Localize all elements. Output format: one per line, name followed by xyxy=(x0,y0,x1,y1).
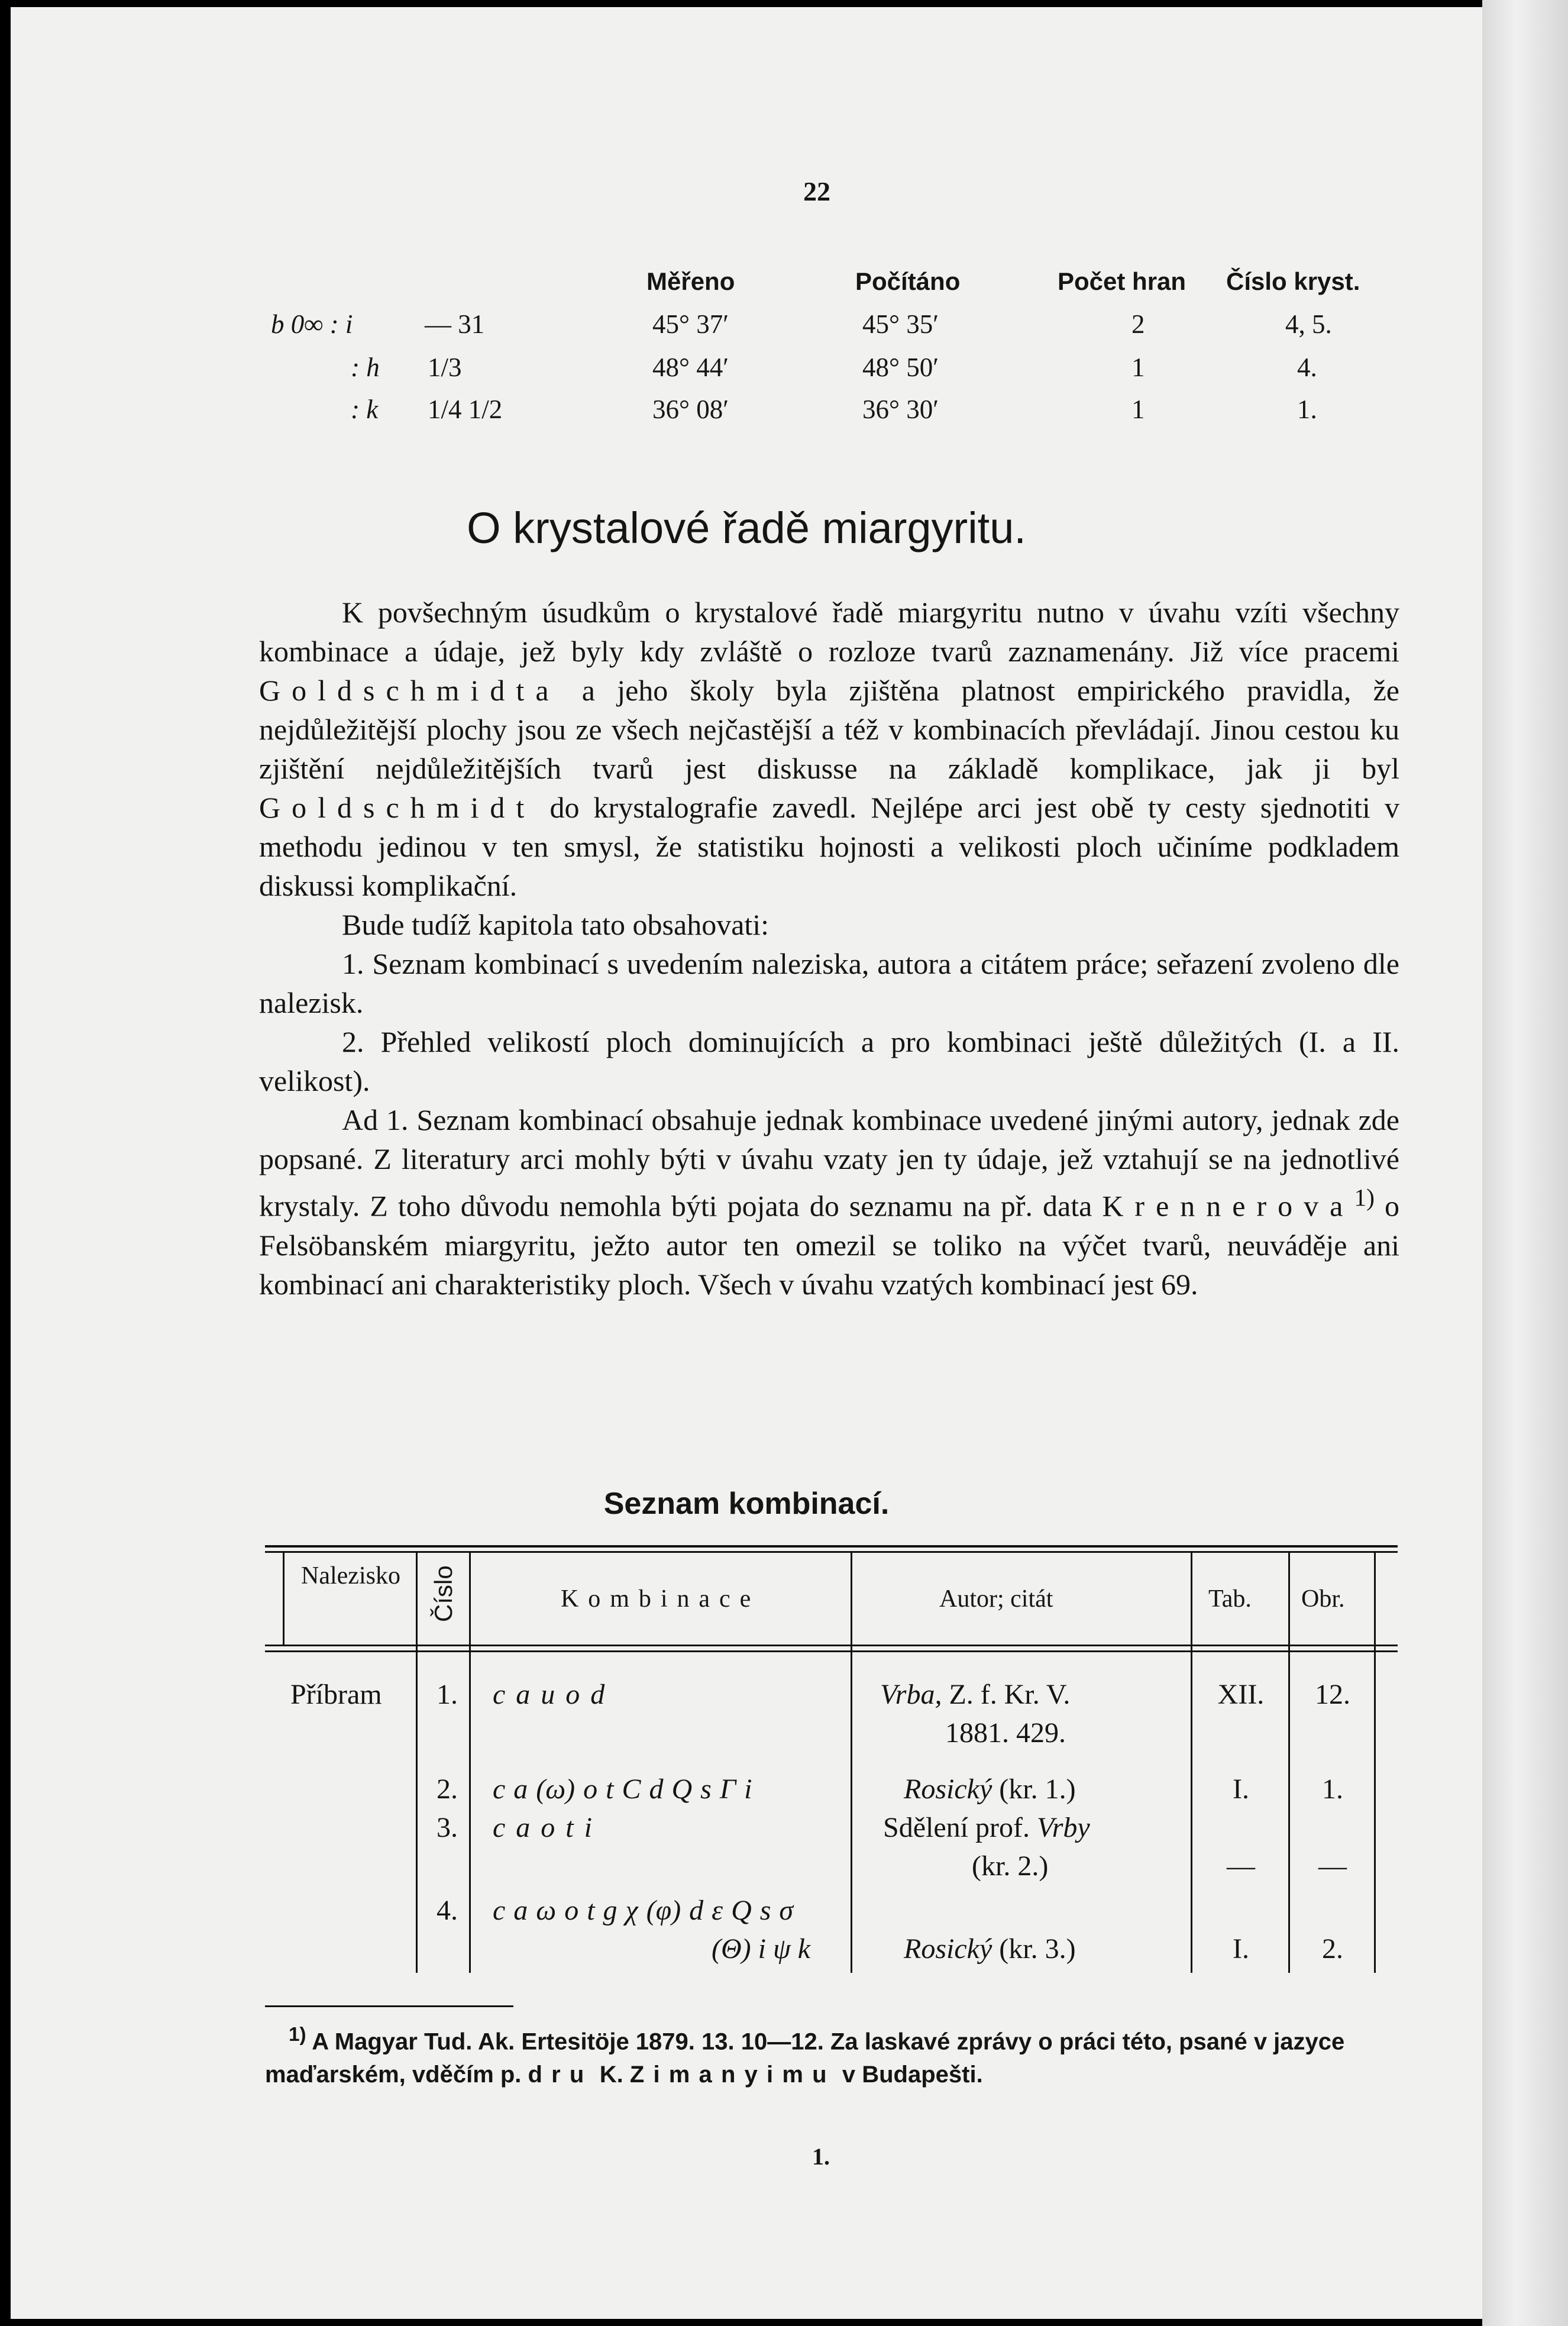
row4-combo-line2: (Θ) i ψ k xyxy=(712,1933,811,1965)
meas-index-3: 1/4 1/2 xyxy=(428,395,503,424)
meas-face-2: : h xyxy=(351,353,380,382)
meas-computed-3: 36° 30′ xyxy=(862,395,939,424)
table-vline-5 xyxy=(1288,1553,1290,1973)
name-zimanyimu: Zimanyimu xyxy=(629,2062,836,2088)
row3-author: Sdělení prof. Vrby xyxy=(883,1812,1090,1843)
th-combination: Kombinace xyxy=(561,1585,761,1613)
table-rule-head-1 xyxy=(265,1645,1398,1646)
row4-num: 4. xyxy=(437,1895,458,1926)
footnote-rule xyxy=(265,2005,513,2007)
row3-combo: c a o t i xyxy=(493,1812,592,1843)
paragraph-3: 1. Seznam kombinací s uvedením naleziska, autora a citátem práce; seřazení zvoleno dle nalezisk. xyxy=(259,947,1399,1019)
footnote-ref: 1) xyxy=(1354,1184,1375,1212)
meas-measured-1: 45° 37′ xyxy=(652,309,729,339)
paragraph-5: Ad 1. Seznam kombinací obsahuje jednak kombinace uvedené jinými autory, jednak zde popsané. Z literatury arci mohly býti v úvahu vzaty jen ty údaje, jež vztahují se na jednotlivé krystaly. Z toho důvodu nemohla býti pojata do seznamu na př. data Krennerova$^{1)}$ o Felsöbanském miargyritu, ježto autor ten omezil se toliko na výčet tvarů, neuváděje ani kombinací ani charakteristiky ploch. Všech v úvahu vzatých kombinací jest 69. xyxy=(259,1103,1400,1301)
row1-num: 1. xyxy=(437,1679,458,1710)
name-goldschmidta: Goldschmidta xyxy=(259,674,560,707)
table-vline-6 xyxy=(1374,1553,1376,1973)
combinations-table xyxy=(265,1545,1398,1977)
meas-face-1: b 0∞ : i xyxy=(271,309,353,339)
meas-edges-3: 1 xyxy=(1131,395,1145,424)
meas-edges-2: 1 xyxy=(1131,353,1145,382)
meas-crystal-1: 4, 5. xyxy=(1285,309,1332,339)
table-vline-1 xyxy=(416,1553,418,1973)
row2-author: Rosický (kr. 1.) xyxy=(904,1773,1076,1805)
paragraph-2: Bude tudíž kapitola tato obsahovati: xyxy=(342,908,770,941)
meas-edges-1: 2 xyxy=(1131,309,1145,339)
footnote: $^{1)}$ A Magyar Tud. Ak. Ertesitöje 1879. 13. 10—12. Za laskavé zprávy o práci této, psané v jazyce maďarském, vděčím p. dru K. Zimanyimu v Budapešti. xyxy=(265,2024,1345,2088)
table-rule-head-2 xyxy=(265,1650,1398,1652)
header-computed: Počítáno xyxy=(855,267,961,295)
header-crystal: Číslo kryst. xyxy=(1226,267,1360,295)
row3-fig: — xyxy=(1318,1850,1347,1882)
row4-tab: I. xyxy=(1233,1933,1249,1965)
th-number: Číslo xyxy=(429,1565,457,1622)
name-krennerova: Krennerova xyxy=(1102,1189,1354,1223)
meas-measured-2: 48° 44′ xyxy=(652,353,729,382)
row1-author: Vrba, Z. f. Kr. V. xyxy=(880,1679,1071,1710)
row2-tab: I. xyxy=(1233,1773,1249,1805)
th-fig: Obr. xyxy=(1301,1585,1345,1613)
header-edges: Počet hran xyxy=(1058,267,1186,295)
table-rule-top-1 xyxy=(265,1545,1398,1548)
row1-combo: c a u o d xyxy=(493,1679,605,1710)
meas-computed-2: 48° 50′ xyxy=(862,353,939,382)
page xyxy=(11,7,1482,2319)
cell-locality: Příbram xyxy=(290,1679,382,1710)
page-edge xyxy=(1482,0,1568,2326)
paragraph-1: K povšechným úsudkům o krystalové řadě miargyritu nutno v úvahu vzíti všechny kombinace a údaje, jež byly kdy zvláště o rozloze tvarů zaznamenány. Již více pracemi Goldschmidta a jeho školy byla zjištěna platnost empirického pravidla, že nejdůležitější plochy jsou ze všech nejčastější a též v kombinacích převládají. Jinou cestou ku zjištění nejdůležitějších tvarů jest diskusse na základě komplikace, jak ji byl Goldschmidt do krystalografie zavedl. Nejlépe arci jest obě ty cesty sjednotiti v methodu jedinou v ten smysl, že statistiku hojnosti a velikosti ploch učiníme podkladem diskussi komplikační. xyxy=(259,596,1399,902)
meas-face-3: : k xyxy=(351,395,379,424)
meas-index-1: — 31 xyxy=(425,309,485,339)
page-number: 22 xyxy=(803,176,830,206)
table-vline-2 xyxy=(469,1553,471,1973)
row3-author-line2: (kr. 2.) xyxy=(972,1850,1049,1882)
row3-tab: — xyxy=(1227,1850,1255,1882)
row4-fig: 2. xyxy=(1322,1933,1343,1965)
table-vline-4 xyxy=(1191,1553,1192,1973)
footnote-mark: 1) xyxy=(289,2024,306,2046)
meas-crystal-2: 4. xyxy=(1297,353,1317,382)
meas-measured-3: 36° 08′ xyxy=(652,395,729,424)
table-title: Seznam kombinací. xyxy=(603,1487,890,1521)
table-vline-3 xyxy=(851,1553,852,1973)
signature-mark: 1. xyxy=(812,2143,830,2170)
th-locality: Nalezisko xyxy=(301,1562,400,1590)
meas-index-2: 1/3 xyxy=(428,353,462,382)
row4-combo: c a ω o t g χ (φ) d ε Q s σ xyxy=(493,1895,794,1926)
meas-computed-1: 45° 35′ xyxy=(862,309,939,339)
row2-num: 2. xyxy=(437,1773,458,1805)
meas-crystal-3: 1. xyxy=(1297,395,1317,424)
name-goldschmidt: Goldschmidt xyxy=(259,791,536,824)
body-text xyxy=(259,593,1399,1304)
paragraph-4: 2. Přehled velikostí ploch dominujících a pro kombinaci ještě důležitých (I. a II. velikost). xyxy=(259,1025,1399,1097)
table-rule-top-2 xyxy=(265,1551,1398,1553)
row2-combo: c a (ω) o t C d Q s Γ i xyxy=(493,1773,752,1805)
row3-num: 3. xyxy=(437,1812,458,1843)
row4-author: Rosický (kr. 3.) xyxy=(904,1933,1076,1965)
header-measured: Měřeno xyxy=(646,267,735,295)
row1-fig: 12. xyxy=(1315,1679,1350,1710)
th-author: Autor; citát xyxy=(939,1585,1053,1613)
row1-tab: XII. xyxy=(1217,1679,1265,1710)
th-tab: Tab. xyxy=(1208,1585,1252,1613)
table-vline-0 xyxy=(283,1553,284,1645)
row1-author-line2: 1881. 429. xyxy=(945,1717,1066,1749)
section-title: O krystalové řadě miargyritu. xyxy=(467,503,1026,553)
row2-fig: 1. xyxy=(1322,1773,1343,1805)
